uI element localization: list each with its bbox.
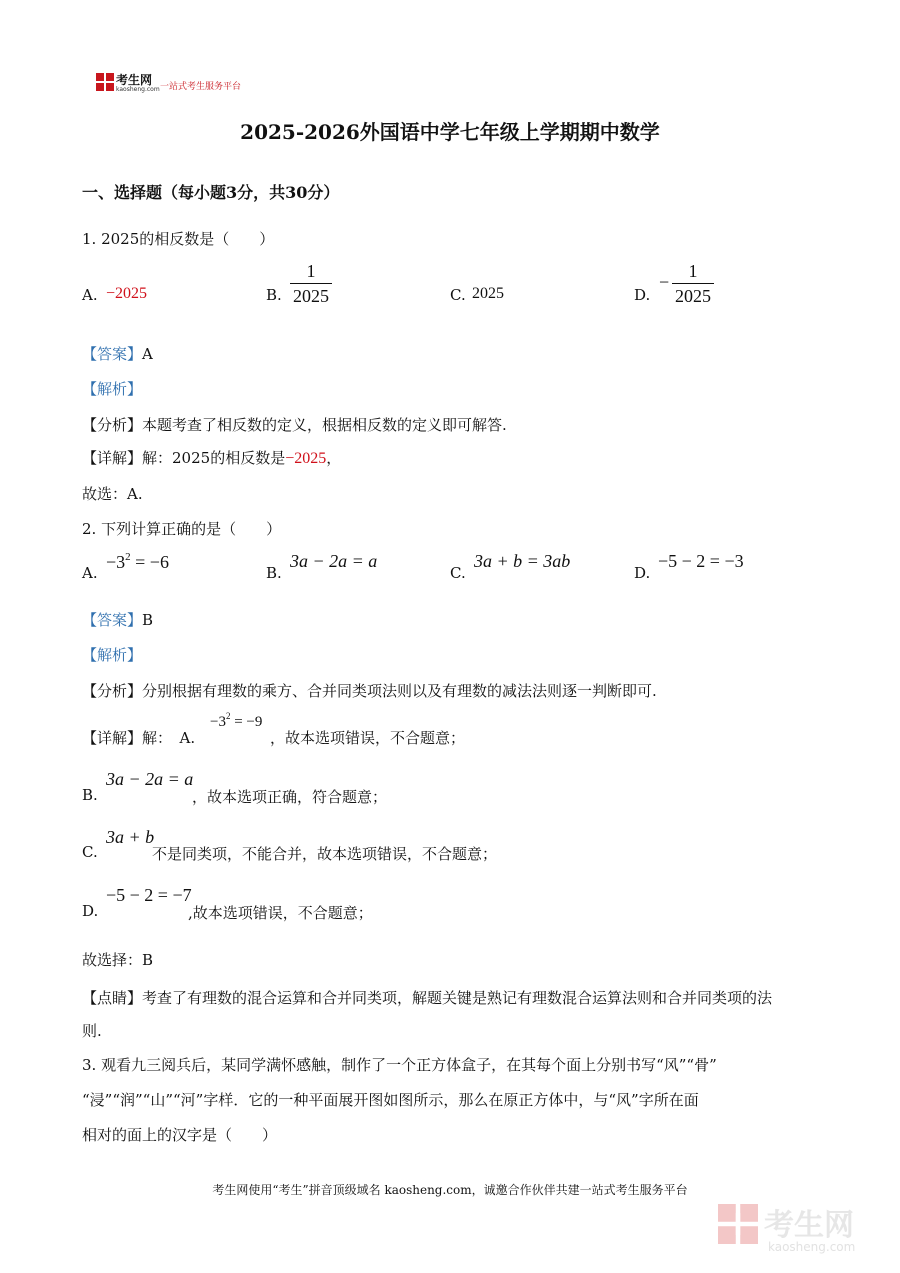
kaosheng-logo-icon — [96, 73, 114, 91]
q2-xiangjie-b-text: ，故本选项正确，符合题意； — [192, 788, 388, 806]
q1-option-c-label: C. — [450, 286, 466, 304]
section-heading: 一、选择题（每小题3分，共30分） — [82, 183, 340, 202]
q1-option-c-value: 2025 — [472, 285, 504, 302]
q2-xiangjie-d-expr: −5 − 2 = −7 — [106, 885, 192, 905]
q2-option-b-expr: 3a − 2a = a — [290, 551, 378, 571]
q1-choice: 故选：A. — [82, 485, 143, 503]
q2-fenxi: 【分析】分别根据有理数的乘方、合并同类项法则以及有理数的减法法则逐一判断即可. — [82, 682, 657, 700]
q1-answer: 【答案】A — [82, 345, 153, 363]
q2-stem: 2. 下列计算正确的是（ ） — [82, 520, 282, 538]
logo-text: 考生网 — [116, 73, 153, 87]
q2-answer: 【答案】B — [82, 611, 154, 629]
q3-line1: 3. 观看九三阅兵后，某同学满怀感触，制作了一个正方体盒子，在其每个面上分别书写“风”“骨” — [82, 1056, 717, 1074]
q2-xiangjie-b-expr: 3a − 2a = a — [106, 769, 194, 789]
q2-choice: 故选择：B — [82, 951, 154, 969]
q1-xiangjie: 【详解】解：2025的相反数是−2025， — [82, 449, 342, 467]
q2-xiangjie-d-label: D. — [82, 902, 99, 920]
page-title: 2025-2026外国语中学七年级上学期期中数学 — [240, 120, 660, 144]
q3-line3: 相对的面上的汉字是（ ） — [82, 1126, 278, 1144]
q1-fenxi: 【分析】本题考查了相反数的定义，根据相反数的定义即可解答. — [82, 416, 507, 434]
q1-option-d-fraction: 1 2025 — [672, 260, 714, 307]
logo-domain: kaosheng.com — [116, 86, 160, 93]
q1-option-b-fraction: 1 2025 — [290, 260, 332, 307]
watermark-logo-icon — [718, 1204, 758, 1244]
q1-option-b-label: B. — [266, 286, 282, 304]
logo-slogan: 一站式考生服务平台 — [160, 82, 242, 92]
q2-option-d-expr: −5 − 2 = −3 — [658, 551, 744, 571]
q2-dianjing: 【点睛】考查了有理数的混合运算和合并同类项，解题关键是熟记有理数混合运算法则和合并同类项的法 — [82, 989, 773, 1007]
q2-analysis-tag: 【解析】 — [82, 646, 143, 664]
watermark-text: 考生网 — [764, 1208, 854, 1243]
q2-xiangjie-d-text: ,故本选项错误，不合题意； — [188, 904, 373, 922]
watermark-domain: kaosheng.com — [768, 1240, 856, 1254]
q2-xiangjie-a-expr: $-3^2 = -9$ — [210, 711, 263, 730]
q2-dianjing-line2: 则. — [82, 1022, 102, 1040]
q2-xiangjie-c-label: C. — [82, 843, 98, 861]
q2-option-b-label: B. — [266, 564, 282, 582]
q2-option-d-label: D. — [634, 564, 651, 582]
q2-option-c-expr: 3a + b = 3ab — [474, 551, 571, 571]
q1-stem: 1. 2025的相反数是（ ） — [82, 230, 275, 248]
q2-xiangjie-c-expr: 3a + b — [106, 827, 155, 847]
q2-xiangjie-a-text: ，故本选项错误，不合题意； — [270, 729, 466, 747]
q1-option-a-value: −2025 — [106, 285, 148, 302]
q2-xiangjie-b-label: B. — [82, 786, 98, 804]
q1-option-a-label: A. — [82, 286, 98, 304]
q1-analysis-tag: 【解析】 — [82, 380, 143, 398]
q2-xiangjie-a: 【详解】解： A. — [82, 729, 196, 747]
q3-line2: “浸”“润”“山”“河”字样．它的一种平面展开图如图所示，那么在原正方体中，与“风”字所在面 — [82, 1091, 699, 1109]
q2-option-a-label: A. — [82, 564, 98, 582]
q2-option-c-label: C. — [450, 564, 466, 582]
q1-option-d-label: D. — [634, 286, 651, 304]
footer-text: 考生网使用“考生”拼音顶级域名 kaosheng.com，诚邀合作伙伴共建一站式考生服务平台 — [212, 1183, 688, 1197]
q1-option-d-sign: − — [659, 272, 670, 292]
q2-option-a-expr: $-3^2 = -6$ — [106, 551, 169, 572]
q2-xiangjie-c-text: 不是同类项，不能合并，故本选项错误，不合题意； — [152, 845, 498, 863]
